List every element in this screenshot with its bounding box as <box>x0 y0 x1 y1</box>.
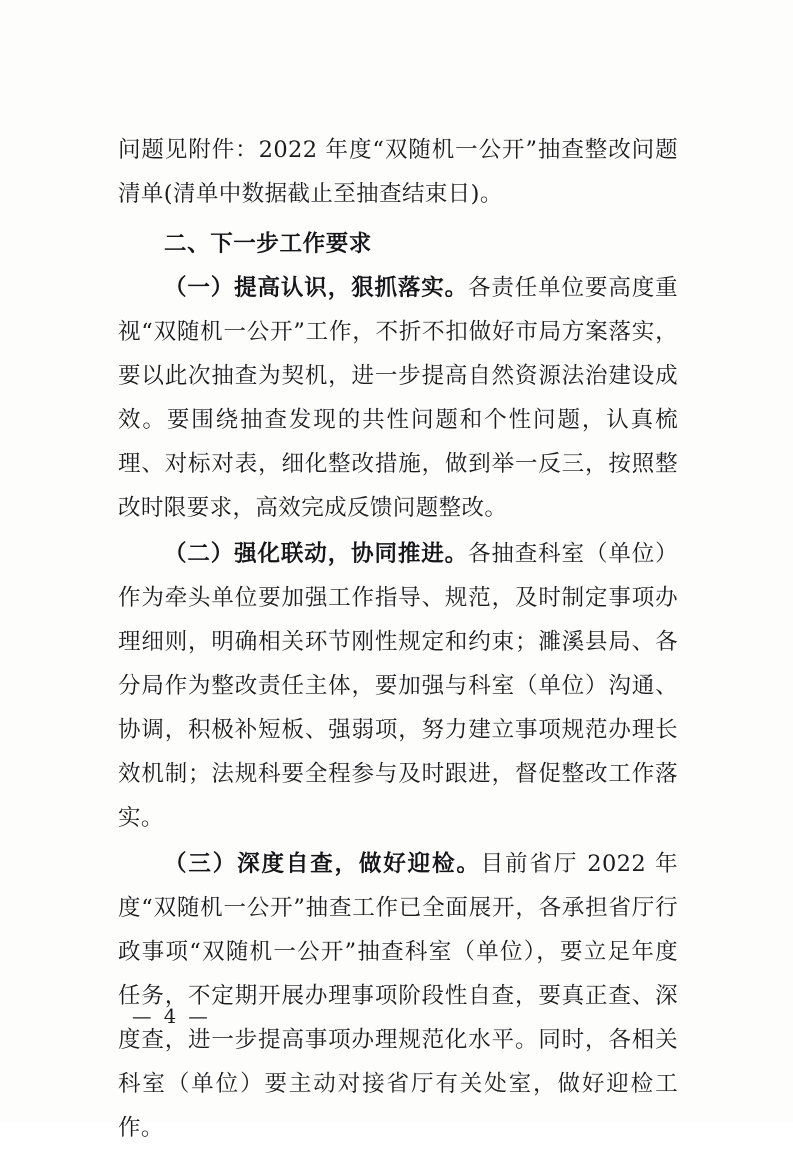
paragraph-item-three <box>118 842 678 1150</box>
page-footer <box>118 1005 678 1028</box>
paragraph-item-two <box>118 532 678 840</box>
paragraph-item-two-lead: （二）强化联动，协同推进。 <box>164 541 469 567</box>
page-number: — 4 — <box>132 1005 211 1028</box>
paragraph-item-one-text: 各责任单位要高度重视“双随机一公开”工作，不折不扣做好市局方案落实，要以此次抽查为契机，进一步提高自然资源法治建设成效。要围绕抽查发现的共性问题和个性问题，认真梳理、对标对表，细化整改措施，做到举一反三，按照整改时限要求，高效完成反馈问题整改。 <box>118 275 678 521</box>
paragraph-item-one-lead: （一）提高认识，狠抓落实。 <box>164 275 469 301</box>
paragraph-attachment-note: 问题见附件：2022 年度“双随机一公开”抽查整改问题清单(清单中数据截止至抽查结束日)。 <box>118 137 678 207</box>
paragraph-item-three-text: 目前省厅 2022 年度“双随机一公开”抽查工作已全面展开，各承担省厅行政事项“双随机一公开”抽查科室（单位），要立足年度任务，不定期开展办理事项阶段性自查，要真正查、深度查，进一步提高事项办理规范化水平。同时，各相关科室（单位）要主动对接省厅有关处室，做好迎检工作。 <box>118 851 679 1141</box>
paragraph-item-three-lead: （三）深度自查，做好迎检。 <box>164 851 481 877</box>
document-body <box>118 128 678 1152</box>
paragraph-item-one <box>118 266 678 530</box>
paragraph-item-two-text: 各抽查科室（单位）作为牵头单位要加强工作指导、规范，及时制定事项办理细则，明确相关环节刚性规定和约束；濉溪县局、各分局作为整改责任主体，要加强与科室（单位）沟通、协调，积极补短板、强弱项，努力建立事项规范办理长效机制；法规科要全程参与及时跟进，督促整改工作落实。 <box>118 541 678 831</box>
section-heading-next-steps: 二、下一步工作要求 <box>164 231 372 257</box>
